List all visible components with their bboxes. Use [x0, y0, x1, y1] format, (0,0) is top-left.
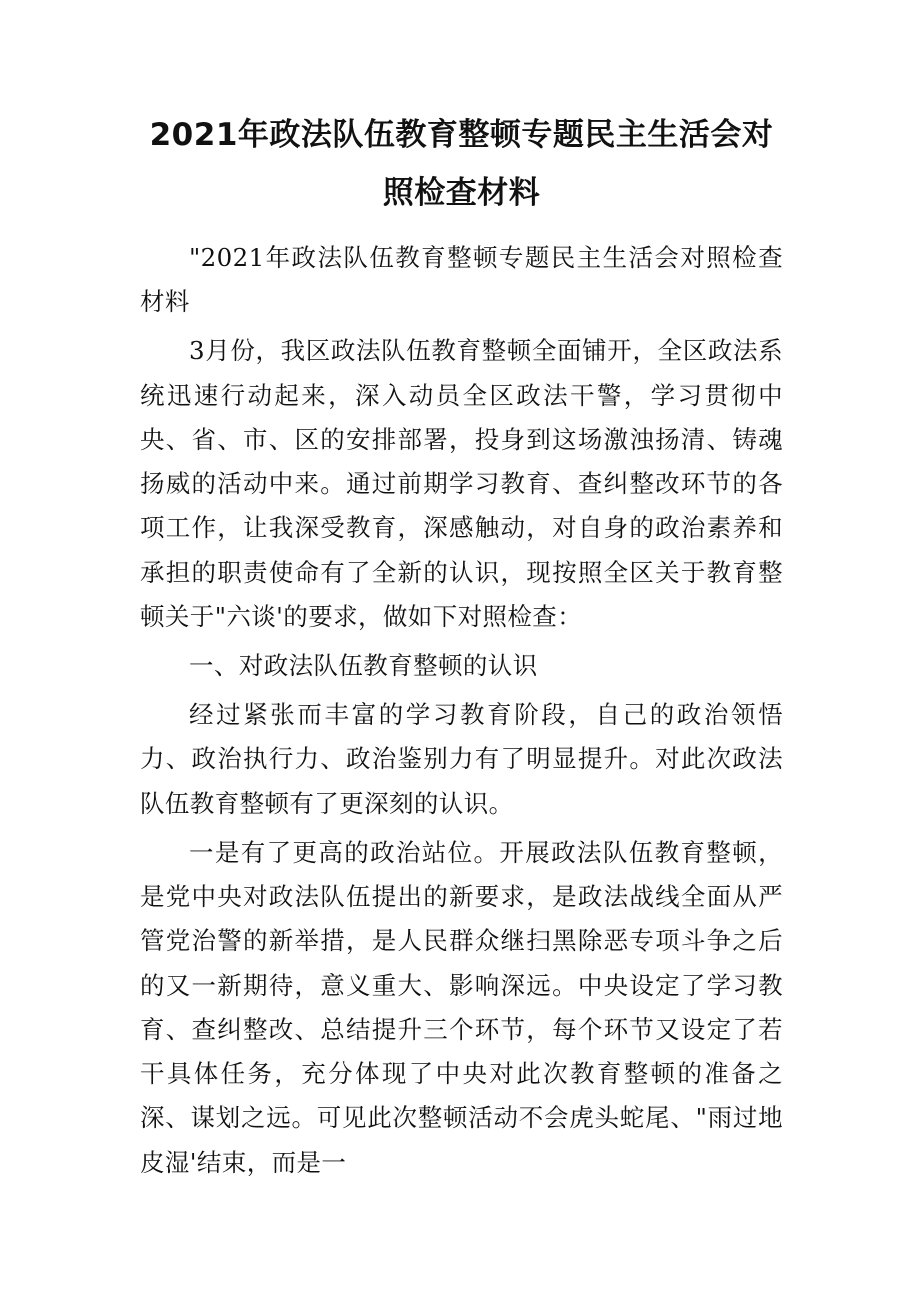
paragraph-understanding: 经过紧张而丰富的学习教育阶段，自己的政治领悟力、政治执行力、政治鉴别力有了明显提升。对此次政法队伍教育整顿有了更深刻的认识。: [140, 700, 783, 818]
paragraph-political-stance: 一是有了更高的政治站位。开展政法队伍教育整顿，是党中央对政法队伍提出的新要求，是政法战线全面从严管党治警的新举措，是人民群众继扫黑除恶专项斗争之后的又一新期待，意义重大、影响深远。中央设定了学习教育、查纠整改、总结提升三个环节，每个环节又设定了若干具体任务，充分体现了中央对此次教育整顿的准备之深、谋划之远。可见此次整顿活动不会虎头蛇尾、"雨过地皮湿'结束，而是一: [140, 837, 783, 1177]
document-title: [140, 106, 783, 222]
title-line-1: 2021年政法队伍教育整顿专题民主生活会对: [149, 117, 774, 153]
paragraph-intro: "2021年政法队伍教育整顿专题民主生活会对照检查材料: [140, 243, 783, 317]
paragraph-background: 3月份，我区政法队伍教育整顿全面铺开，全区政法系统迅速行动起来，深入动员全区政法干警，学习贯彻中央、省、市、区的安排部署，投身到这场激浊扬清、铸魂扬威的活动中来。通过前期学习教育、查纠整改环节的各项工作，让我深受教育，深感触动，对自身的政治素养和承担的职责使命有了全新的认识，现按照全区关于教育整顿关于"六谈'的要求，做如下对照检查：: [140, 336, 783, 632]
document-body: [140, 236, 783, 1185]
title-line-2: 照检查材料: [382, 175, 541, 211]
section-heading-1: 一、对政法队伍教育整顿的认识: [189, 651, 538, 681]
